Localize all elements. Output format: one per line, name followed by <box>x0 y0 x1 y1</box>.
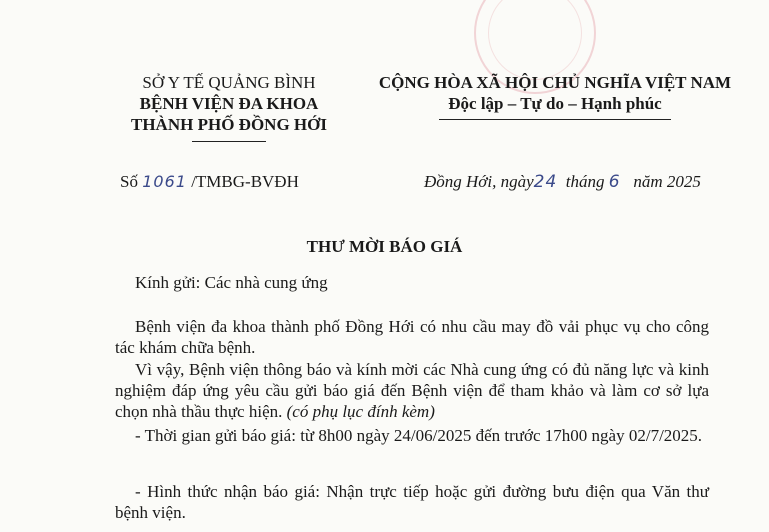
date-month-label: tháng <box>565 172 605 191</box>
hospital-name-line1: BỆNH VIỆN ĐA KHOA <box>139 94 319 113</box>
country-name: CỘNG HÒA XÃ HỘI CHỦ NGHĨA VIỆT NAM <box>378 73 732 92</box>
agency-underline-divider <box>192 141 266 142</box>
document-date <box>424 172 701 192</box>
doc-number-prefix: Số <box>120 172 138 191</box>
doc-number-handwritten: 1061 <box>142 172 187 191</box>
national-header <box>355 72 755 120</box>
paragraph-deadline: - Thời gian gửi báo giá: từ 8h00 ngày 24/06/2025 đến trước 17h00 ngày 02/7/2025. <box>135 426 703 445</box>
hospital-name-line2: THÀNH PHỐ ĐỒNG HỚI <box>131 115 327 134</box>
paragraph-submission-method: - Hình thức nhận báo giá: Nhận trực tiếp hoặc gửi đường bưu điện qua Văn thư bệnh viện. <box>115 482 709 522</box>
date-place: Đồng Hới, ngày <box>424 172 534 191</box>
ministry-name: SỞ Y TẾ QUẢNG BÌNH <box>142 73 316 92</box>
date-month-handwritten: 6 <box>608 172 621 192</box>
invitation-text: Vì vậy, Bệnh viện thông báo và kính mời các Nhà cung ứng có đủ năng lực và kinh nghiệm đáp ứng yêu cầu gửi báo giá đến Bệnh viện để tham khảo và làm cơ sở lựa chọn nhà thầu thực hiện. <box>115 360 709 421</box>
paragraph-need: Bệnh viện đa khoa thành phố Đồng Hới có nhu cầu may đồ vải phục vụ cho công tác khám chữa bệnh. <box>115 317 709 357</box>
appendix-note: (có phụ lục đính kèm) <box>286 402 435 421</box>
date-day-handwritten: 24 <box>533 172 558 192</box>
national-motto: Độc lập – Tự do – Hạnh phúc <box>448 94 662 113</box>
document-number <box>120 172 299 192</box>
document-title: THƯ MỜI BÁO GIÁ <box>306 237 463 256</box>
motto-underline-divider <box>439 119 671 120</box>
issuing-agency-header <box>104 72 354 142</box>
paragraph-invitation <box>115 359 709 422</box>
greeting-line: Kính gửi: Các nhà cung ứng <box>135 273 328 292</box>
doc-number-suffix: /TMBG-BVĐH <box>191 172 299 191</box>
date-year: năm 2025 <box>633 172 701 191</box>
